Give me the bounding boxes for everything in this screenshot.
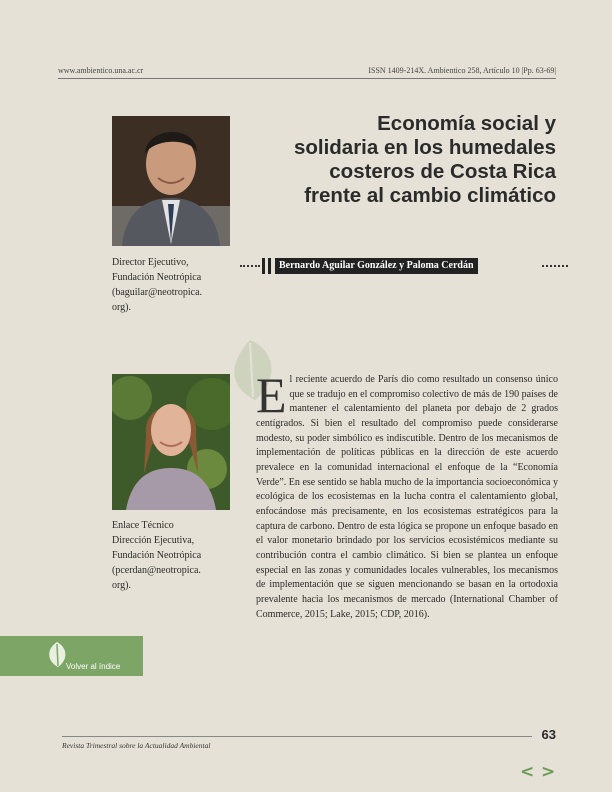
author-photo-1 [112, 116, 230, 246]
caption-line: Fundación Neotrópica [112, 272, 202, 283]
caption-line: Director Ejecutivo, [112, 257, 189, 268]
header-rule [58, 78, 556, 79]
caption-line: org). [112, 302, 131, 313]
next-page-button[interactable]: > [541, 762, 556, 782]
caption-line: Enlace Técnico [112, 520, 174, 531]
caption-line: org). [112, 580, 131, 591]
author-bar [240, 258, 568, 274]
leaf-icon [46, 640, 68, 668]
article-title [260, 112, 556, 208]
title-line: costeros de Costa Rica [329, 160, 556, 183]
caption-line: (pcerdan@neotropica. [112, 565, 201, 576]
caption-line: Dirección Ejecutiva, [112, 535, 195, 546]
author-dots-left [240, 265, 260, 267]
journal-footer: Revista Trimestral sobre la Actualidad Ambiental [62, 741, 211, 750]
header-citation: ISSN 1409-214X. Ambientico 258, Artículo 10 |Pp. 63-69| [368, 66, 556, 75]
author-dots-right [542, 265, 568, 267]
drop-cap: E [256, 367, 287, 423]
author-1-caption [112, 255, 242, 315]
title-line: solidaria en los humedales [293, 136, 556, 159]
prev-page-button[interactable]: < [520, 762, 535, 782]
author-2-caption [112, 518, 242, 593]
back-to-index-label: Volver al índice [66, 662, 121, 671]
article-body [256, 367, 558, 622]
author-photo-2 [112, 374, 230, 510]
title-line: frente al cambio climático [304, 184, 556, 207]
title-line: Economía social y [377, 112, 556, 135]
back-to-index-button[interactable] [0, 636, 143, 676]
body-paragraph: l reciente acuerdo de París dio como resultado un consenso único que se tradujo en el compromiso colectivo de más de 190 países de mantener el calentamiento del planeta por debajo de 2 grados centígrados. Si bien el resultado del compromiso puede considerarse modesto, su poder simbólico es indiscutible. Dentro de los mecanismos de implementación de políticas públicas en la dirección de este acuerdo prevalece en la comunidad internacional el enfoque de la “Economía Verde”. En ese sentido se habla mucho de la importancia socioeconómica y ecológica de los ecosistemas en la lucha contra el calentamiento global, enfocándose más precisamente, en los ecosistemas estratégicos para la captura de carbono. Dentro de esta lógica se propone un enfoque basado en el valor monetario brindado por los servicios ecosistémicos mediante su contribución contra el cambio climático. Si bien se plantea un enfoque especial en las zonas y comunidades locales vulnerables, los mecanismos de implementación que se siguen mencionando se basan en la ortodoxia prevalente hacia los mecanismos de mercado (International Chamber of Commerce, 2015; Lake, 2015; CDP, 2016). [256, 374, 558, 620]
footer-rule [62, 736, 532, 737]
caption-line: Fundación Neotrópica [112, 550, 202, 561]
page-number: 63 [541, 727, 556, 742]
author-bars-icon [262, 258, 272, 274]
caption-line: (baguilar@neotropica. [112, 287, 203, 298]
article-authors: Bernardo Aguilar González y Paloma Cerdán [275, 258, 478, 274]
header-url: www.ambientico.una.ac.cr [58, 66, 144, 75]
